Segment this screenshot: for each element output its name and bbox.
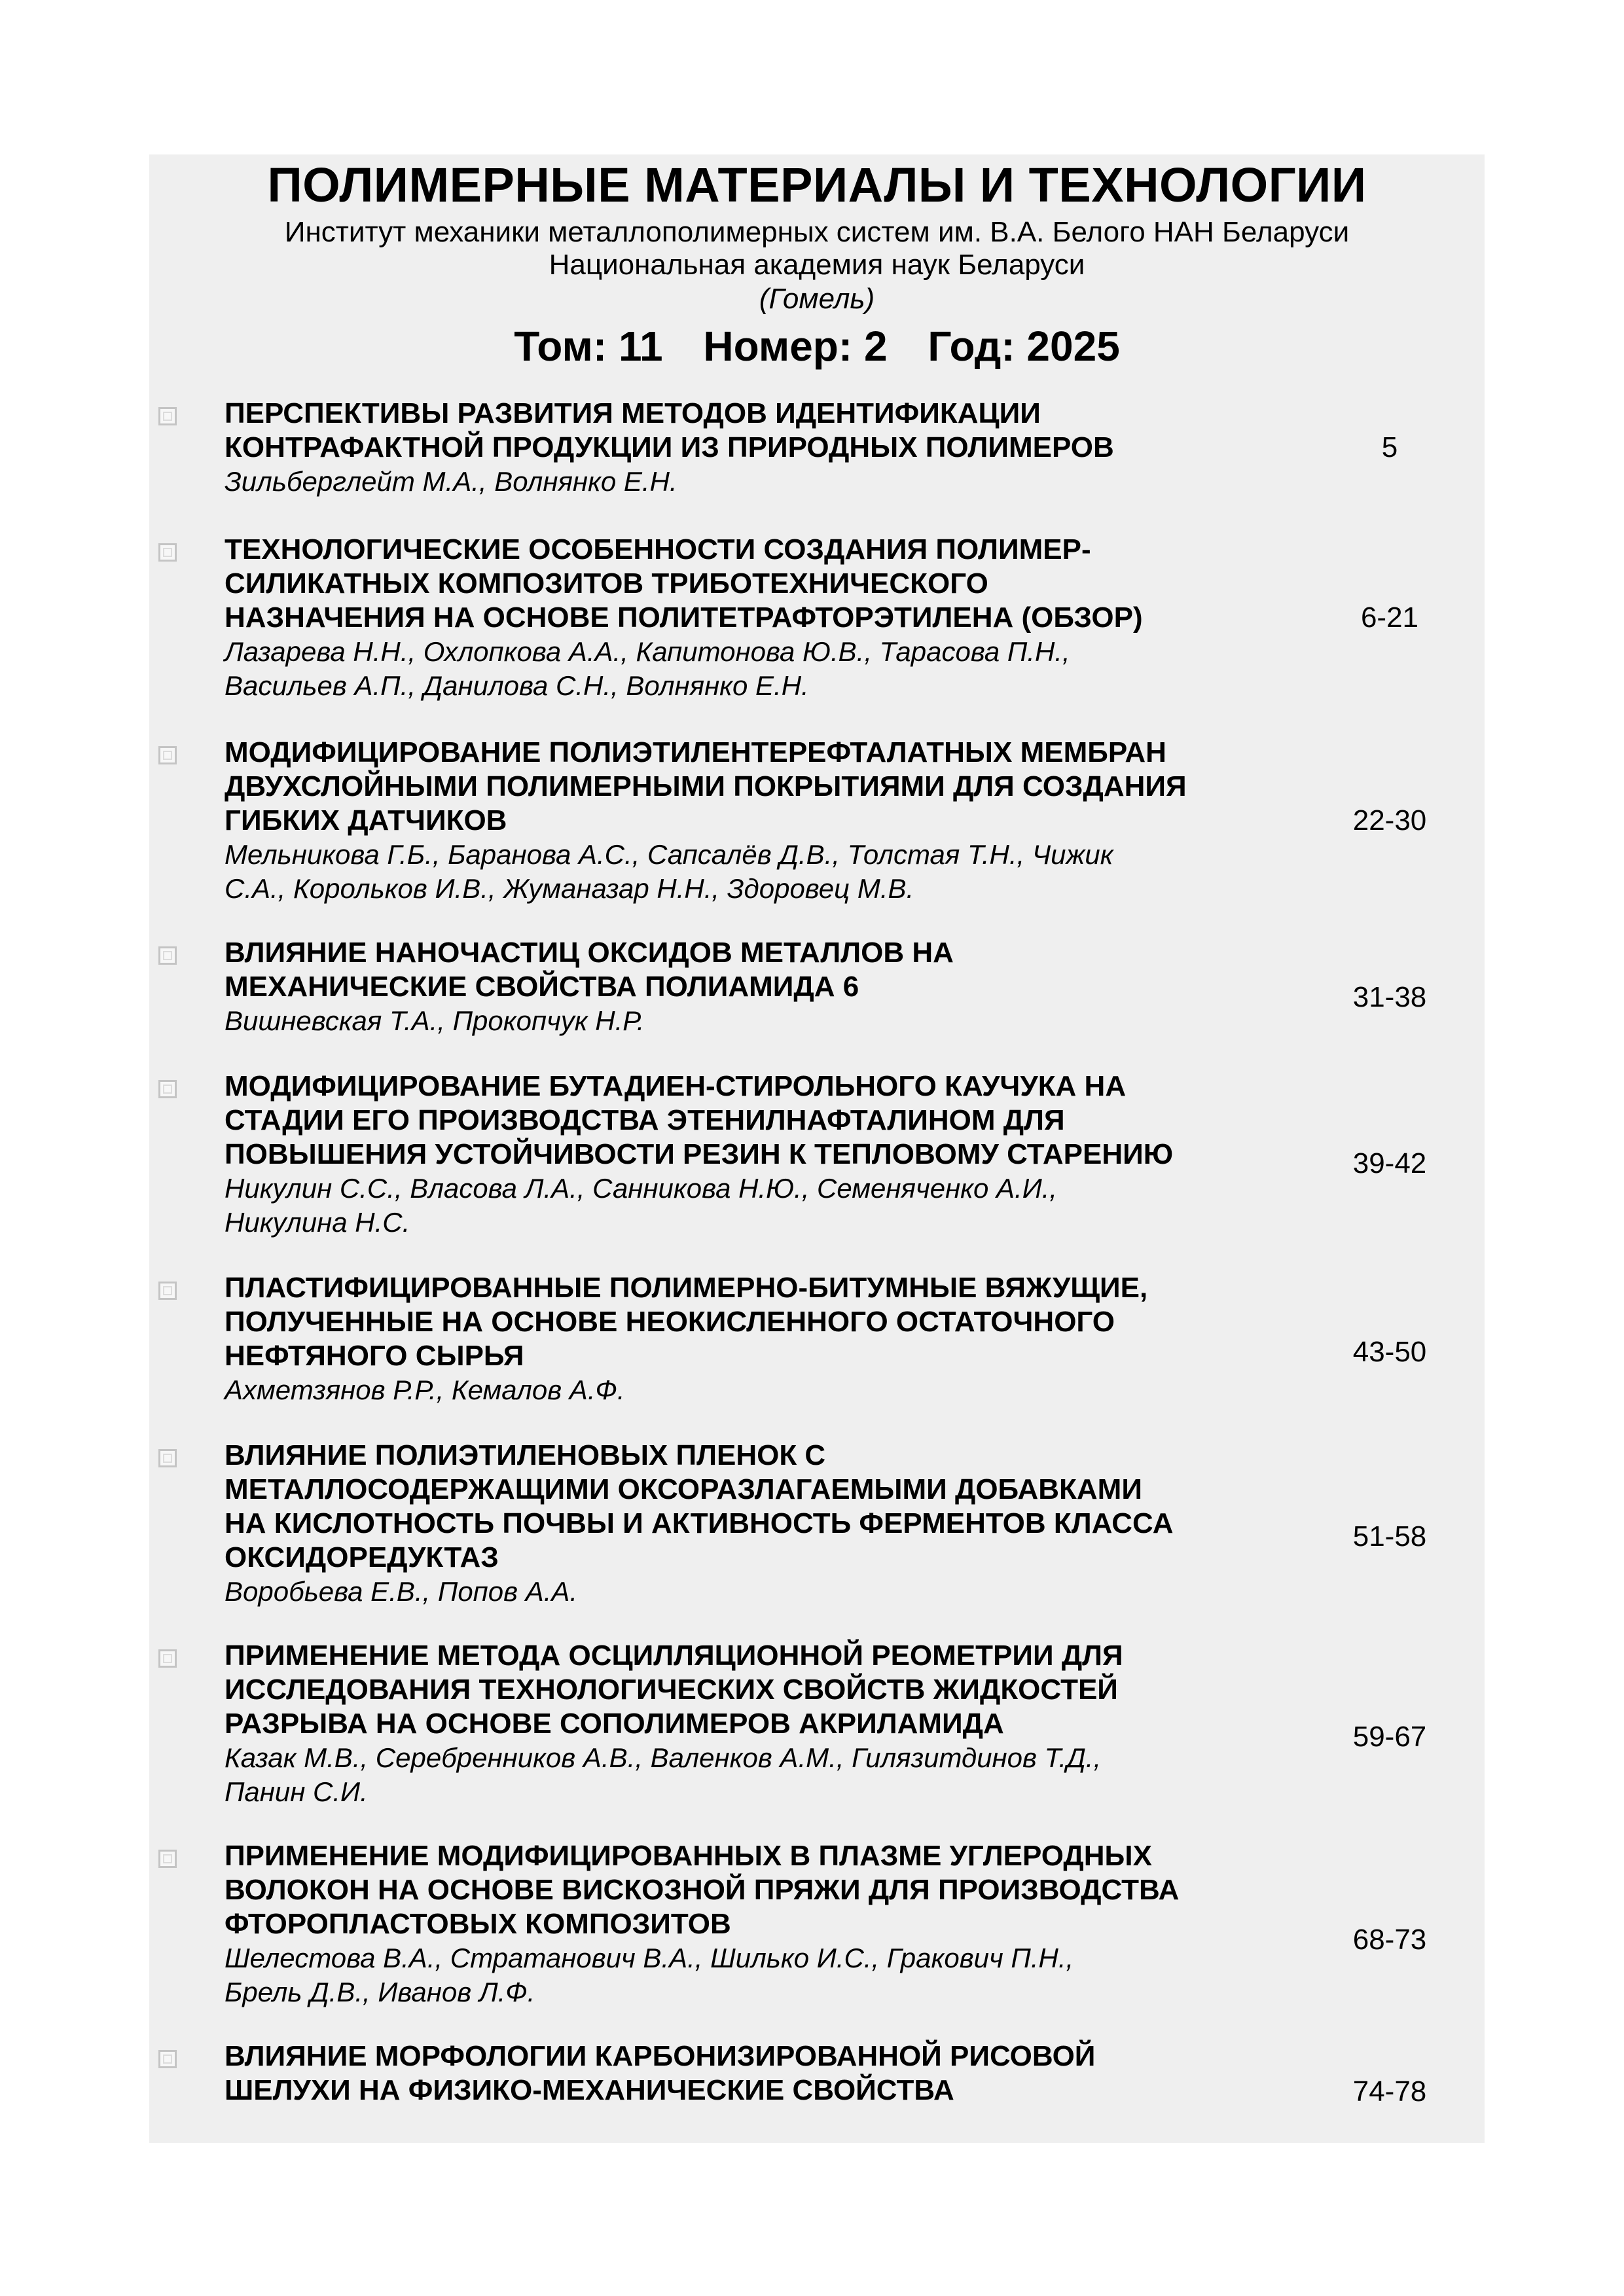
article-authors: Ахметзянов Р.Р., Кемалов А.Ф. [225, 1374, 625, 1405]
article-title[interactable]: ВЛИЯНИЕ ПОЛИЭТИЛЕНОВЫХ ПЛЕНОК С МЕТАЛЛОСОДЕРЖАЩИМИ ОКСОРАЗЛАГАЕМЫМИ ДОБАВКАМИ НА КИСЛОТНОСТЬ ПОЧВЫ И АКТИВНОСТЬ ФЕРМЕНТОВ КЛАССА ОКСИДОРЕДУКТАЗ [225, 1439, 1174, 1573]
issue-info [149, 322, 1485, 370]
select-checkbox[interactable] [158, 543, 177, 562]
academy-name: Национальная академия наук Беларуси [549, 249, 1085, 281]
article-pages: 51-58 [1352, 1520, 1427, 1552]
article-title[interactable]: ПЕРСПЕКТИВЫ РАЗВИТИЯ МЕТОДОВ ИДЕНТИФИКАЦИИ КОНТРАФАКТНОЙ ПРОДУКЦИИ ИЗ ПРИРОДНЫХ ПОЛИМЕРОВ [225, 397, 1114, 463]
article-title[interactable]: ПРИМЕНЕНИЕ МОДИФИЦИРОВАННЫХ В ПЛАЗМЕ УГЛЕРОДНЫХ ВОЛОКОН НА ОСНОВЕ ВИСКОЗНОЙ ПРЯЖИ ДЛЯ ПРОИЗВОДСТВА ФТОРОПЛАСТОВЫХ КОМПОЗИТОВ [225, 1840, 1180, 1940]
article-title[interactable]: МОДИФИЦИРОВАНИЕ БУТАДИЕН-СТИРОЛЬНОГО КАУЧУКА НА СТАДИИ ЕГО ПРОИЗВОДСТВА ЭТЕНИЛНАФТАЛИНОМ ДЛЯ ПОВЫШЕНИЯ УСТОЙЧИВОСТИ РЕЗИН К ТЕПЛОВОМУ СТАРЕНИЮ [225, 1070, 1174, 1170]
year-label: Год: 2025 [928, 323, 1120, 370]
select-checkbox[interactable] [158, 746, 177, 764]
number-label: Номер: 2 [703, 323, 888, 370]
article-authors: Шелестова В.А., Стратанович В.А., Шилько И.С., Гракович П.Н., Брель Д.В., Иванов Л.Ф. [225, 1943, 1074, 2007]
institute-name: Институт механики металлополимерных систем им. В.А. Белого НАН Беларуси [284, 216, 1350, 248]
article-title[interactable]: ТЕХНОЛОГИЧЕСКИЕ ОСОБЕННОСТИ СОЗДАНИЯ ПОЛИМЕР- СИЛИКАТНЫХ КОМПОЗИТОВ ТРИБОТЕХНИЧЕСКОГО НАЗНАЧЕНИЯ НА ОСНОВЕ ПОЛИТЕТРАФТОРЭТИЛЕНА (ОБЗОР) [225, 533, 1143, 634]
article-authors: Лазарева Н.Н., Охлопкова А.А., Капитонова Ю.В., Тарасова П.Н., Васильев А.П., Данилова С.Н., Волнянко Е.Н. [225, 636, 1070, 701]
article-pages: 74-78 [1352, 2075, 1427, 2108]
article-title[interactable]: ПЛАСТИФИЦИРОВАННЫЕ ПОЛИМЕРНО-БИТУМНЫЕ ВЯЖУЩИЕ, ПОЛУЧЕННЫЕ НА ОСНОВЕ НЕОКИСЛЕННОГО ОСТАТОЧНОГО НЕФТЯНОГО СЫРЬЯ [225, 1272, 1148, 1372]
article-authors: Никулин С.С., Власова Л.А., Санникова Н.Ю., Семеняченко А.И., Никулина Н.С. [225, 1173, 1058, 1238]
select-checkbox[interactable] [158, 1850, 177, 1868]
article-pages: 22-30 [1352, 804, 1427, 836]
article-pages: 68-73 [1352, 1924, 1427, 1956]
select-checkbox[interactable] [158, 1449, 177, 1467]
select-checkbox[interactable] [158, 407, 177, 425]
select-checkbox[interactable] [158, 2050, 177, 2068]
article-title[interactable]: МОДИФИЦИРОВАНИЕ ПОЛИЭТИЛЕНТЕРЕФТАЛАТНЫХ МЕМБРАН ДВУХСЛОЙНЫМИ ПОЛИМЕРНЫМИ ПОКРЫТИЯМИ ДЛЯ СОЗДАНИЯ ГИБКИХ ДАТЧИКОВ [225, 736, 1187, 836]
article-authors: Зильберглейт М.А., Волнянко Е.Н. [225, 466, 677, 497]
article-title[interactable]: ВЛИЯНИЕ МОРФОЛОГИИ КАРБОНИЗИРОВАННОЙ РИСОВОЙ ШЕЛУХИ НА ФИЗИКО-МЕХАНИЧЕСКИЕ СВОЙСТВА [225, 2040, 1096, 2106]
article-title[interactable]: ПРИМЕНЕНИЕ МЕТОДА ОСЦИЛЛЯЦИОННОЙ РЕОМЕТРИИ ДЛЯ ИССЛЕДОВАНИЯ ТЕХНОЛОГИЧЕСКИХ СВОЙСТВ ЖИДКОСТЕЙ РАЗРЫВА НА ОСНОВЕ СОПОЛИМЕРОВ АКРИЛАМИДА [225, 1640, 1123, 1740]
journal-title: ПОЛИМЕРНЫЕ МАТЕРИАЛЫ И ТЕХНОЛОГИИ [267, 158, 1367, 212]
article-pages: 31-38 [1352, 981, 1427, 1013]
article-authors: Вишневская Т.А., Прокопчук Н.Р. [225, 1005, 645, 1036]
city-name: (Гомель) [759, 283, 875, 315]
article-pages: 5 [1381, 431, 1398, 463]
article-authors: Казак М.В., Серебренников А.В., Валенков А.М., Гилязитдинов Т.Д., Панин С.И. [225, 1742, 1102, 1807]
article-title[interactable]: ВЛИЯНИЕ НАНОЧАСТИЦ ОКСИДОВ МЕТАЛЛОВ НА МЕХАНИЧЕСКИЕ СВОЙСТВА ПОЛИАМИДА 6 [225, 937, 954, 1003]
select-checkbox[interactable] [158, 1649, 177, 1668]
select-checkbox[interactable] [158, 946, 177, 965]
article-pages: 59-67 [1352, 1721, 1427, 1753]
article-pages: 6-21 [1360, 601, 1419, 634]
article-pages: 43-50 [1352, 1336, 1427, 1368]
article-authors: Мельникова Г.Б., Баранова А.С., Сапсалёв Д.В., Толстая Т.Н., Чижик С.А., Корольков И.В., Жуманазар Н.Н., Здоровец М.В. [225, 839, 1113, 904]
select-checkbox[interactable] [158, 1282, 177, 1300]
article-authors: Воробьева Е.В., Попов А.А. [225, 1576, 578, 1607]
issue-contents-panel [149, 154, 1485, 2143]
volume-label: Том: 11 [514, 323, 663, 370]
select-checkbox[interactable] [158, 1080, 177, 1098]
article-pages: 39-42 [1352, 1147, 1427, 1179]
